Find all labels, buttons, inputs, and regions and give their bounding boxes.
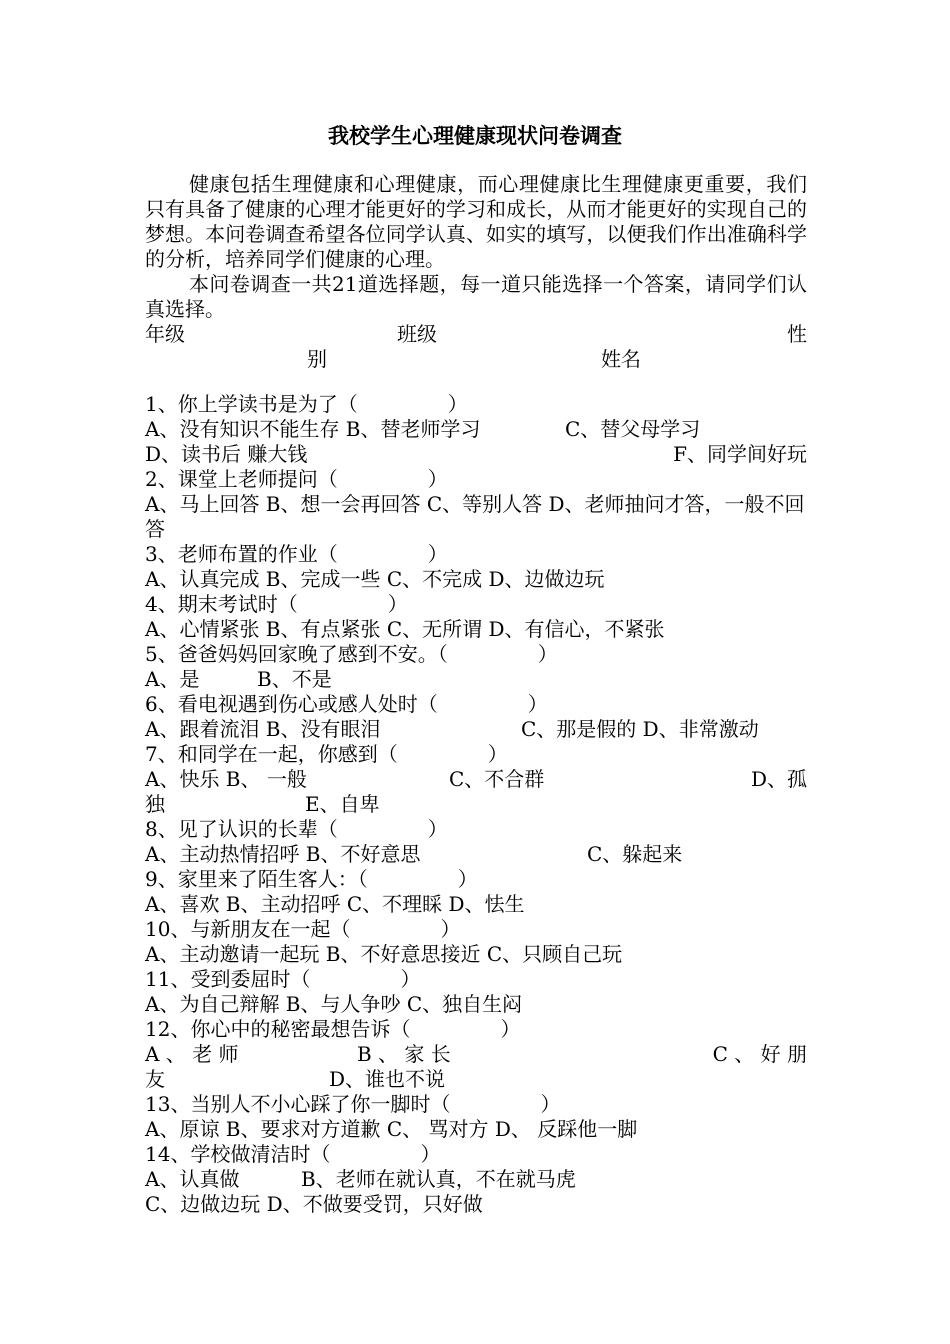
question-stem: 6、看电视遇到伤心或感人处时（ ） [145,692,548,716]
question-options: A、喜欢 B、主动招呼 C、不理睬 D、怯生 [145,892,525,916]
question-stem: 8、见了认识的长辈（ ） [145,817,448,841]
question-options: A、为自己辩解 B、与人争吵 C、独自生闷 [145,992,523,1016]
question-options: A、跟着流泪 B、没有眼泪 C、那是假的 D、非常激动 [145,717,759,741]
gender-label: 别 [307,347,327,371]
question-stem: 14、学校做清洁时（ ） [145,1142,441,1166]
gender-label: 性 [787,322,807,346]
question-options: A、认真完成 B、完成一些 C、不完成 D、边做边玩 [145,567,605,591]
intro-paragraph: 本问卷调查一共21道选择题，每一道只能选择一个答案，请同学们认真选择。 [145,272,807,321]
question-options: A、主动邀请一起玩 B、不好意思接近 C、只顾自己玩 [145,942,623,966]
question-stem: 1、你上学读书是为了（ ） [145,392,468,416]
document-body [145,172,807,1217]
class-label: 班级 [397,322,437,346]
question-options: A 、 老 师 B 、 家 长 C 、 好 朋 [145,1042,807,1066]
question-stem: 9、家里来了陌生客人：（ ） [145,867,478,891]
question-stem: 4、期末考试时（ ） [145,592,408,616]
question-options: 友 D、谁也不说 [145,1067,446,1091]
question-options: A、快乐 B、 一般 C、不合群 D、孤 [145,767,807,791]
question-stem: 5、爸爸妈妈回家晚了感到不安。（ ） [145,642,558,666]
question-stem: 13、当别人不小心踩了你一脚时（ ） [145,1092,561,1116]
form-fields-row [145,322,807,347]
spacer [145,372,807,392]
question-stem: 3、老师布置的作业（ ） [145,542,448,566]
question-stem: 10、与新朋友在一起（ ） [145,917,461,941]
question-options: A、是 B、不是 [145,667,332,691]
question-options: A、主动热情招呼 B、不好意思 C、躲起来 [145,842,683,866]
grade-label: 年级 [145,322,185,346]
question-options: A、原谅 B、要求对方道歉 C、 骂对方 D、 反踩他一脚 [145,1117,638,1141]
question-stem: 12、你心中的秘密最想告诉（ ） [145,1017,521,1041]
question-stem: 7、和同学在一起，你感到（ ） [145,742,508,766]
name-label: 姓名 [601,347,641,371]
question-options: A、认真做 B、老师在就认真，不在就马虎 [145,1167,576,1191]
question-options: A、马上回答 B、想一会再回答 C、等别人答 D、老师抽问才答，一般不回答 [145,492,805,541]
document-title: 我校学生心理健康现状问卷调查 [328,124,622,148]
form-fields-row [145,347,807,372]
question-options: 独 E、自卑 [145,792,380,816]
question-stem: 2、课堂上老师提问（ ） [145,467,448,491]
question-options: D、读书后 赚大钱 F、同学间好玩 [145,442,807,466]
question-options: A、心情紧张 B、有点紧张 C、无所谓 D、有信心，不紧张 [145,617,665,641]
question-stem: 11、受到委屈时（ ） [145,967,421,991]
intro-paragraph: 健康包括生理健康和心理健康，而心理健康比生理健康更重要，我们只有具备了健康的心理才能更好的学习和成长，从而才能更好的实现自己的梦想。本问卷调查希望各位同学认真、如实的填写，以便我们作出准确科学的分析，培养同学们健康的心理。 [145,172,807,271]
question-options: C、边做边玩 D、不做要受罚，只好做 [145,1192,483,1216]
question-options: A、没有知识不能生存 B、替老师学习 C、替父母学习 [145,417,701,441]
